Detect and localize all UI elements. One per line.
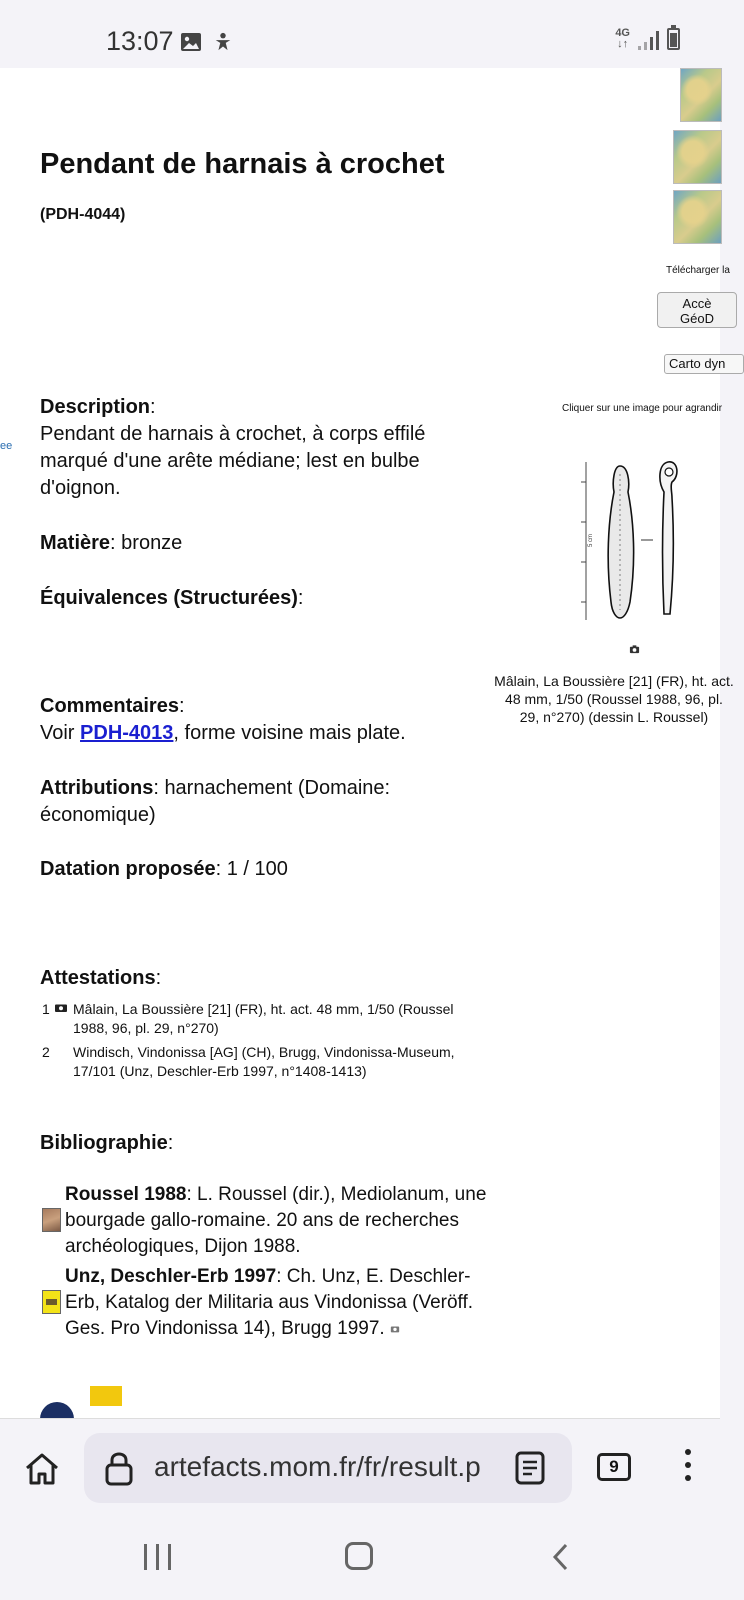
camera-icon[interactable]	[390, 1324, 400, 1334]
pdh-4013-link[interactable]: PDH-4013	[80, 722, 174, 744]
list-item	[40, 1043, 480, 1081]
camera-icon[interactable]	[55, 1003, 67, 1012]
bib-reference: Unz, Deschler-Erb 1997	[65, 1266, 277, 1287]
attestation-number: 1	[42, 1001, 50, 1017]
status-bar	[0, 0, 720, 68]
commentaires-prefix: Voir	[40, 722, 81, 744]
map-thumbnail-france[interactable]	[680, 68, 722, 122]
lock-icon[interactable]	[104, 1450, 134, 1486]
gallery-icon	[180, 32, 202, 52]
camera-icon[interactable]	[629, 644, 640, 655]
network-type: 4G ↓↑	[615, 27, 630, 50]
attestations-list	[40, 1000, 480, 1086]
matiere-label: Matière	[40, 532, 111, 554]
status-indicators	[615, 28, 680, 50]
home-nav-icon[interactable]	[345, 1542, 373, 1570]
geodata-access-button[interactable]: Accè GéoD	[657, 292, 737, 328]
reader-mode-icon[interactable]	[514, 1451, 546, 1485]
signal-icon	[638, 30, 659, 50]
attestation-number: 2	[42, 1044, 50, 1060]
bib-reference: Roussel 1988	[65, 1184, 187, 1205]
list-item	[40, 1182, 490, 1260]
equivalences-section: Équivalences (Structurées):	[40, 587, 304, 609]
attributions-section: Attributions: harnachement (Domaine: économique)	[40, 777, 391, 826]
book-cover-thumbnail[interactable]	[42, 1290, 61, 1314]
bibliographie-section: Bibliographie:	[40, 1132, 174, 1154]
matiere-value: bronze	[121, 532, 183, 554]
recent-apps-icon[interactable]	[144, 1544, 172, 1570]
bibliographie-label: Bibliographie	[40, 1132, 168, 1154]
partner-logo[interactable]	[90, 1386, 122, 1406]
list-item	[40, 1264, 490, 1342]
equivalences-label: Équivalences (Structurées)	[40, 587, 298, 609]
system-navigation-bar	[0, 1522, 720, 1600]
url-text[interactable]: artefacts.mom.fr/fr/result.p	[154, 1451, 481, 1482]
description-label: Description	[40, 396, 151, 418]
commentaires-suffix: , forme voisine mais plate.	[173, 722, 406, 744]
attestations-section: Attestations:	[40, 967, 162, 989]
carto-dyn-button[interactable]: Carto dyn	[664, 354, 744, 374]
bib-text: : Ch. Unz, E. Deschler-Erb, Katalog der Militaria aus Vindonissa (Veröff. Ges. Pro Vindonissa 14), Brugg 1997.	[65, 1266, 474, 1339]
attributions-label: Attributions	[40, 777, 154, 799]
item-code: (PDH-4044)	[40, 206, 126, 223]
address-bar[interactable]	[84, 1433, 572, 1503]
map-thumbnail-europe[interactable]	[673, 130, 722, 184]
datation-label: Datation proposée	[40, 858, 216, 880]
status-time: 13:07	[106, 26, 174, 56]
datation-value: 1 / 100	[226, 858, 288, 880]
list-item	[40, 1000, 480, 1038]
commentaires-label: Commentaires	[40, 695, 179, 717]
accessibility-icon	[212, 32, 234, 52]
map-thumbnail-region[interactable]	[673, 190, 722, 244]
book-cover-thumbnail[interactable]	[42, 1208, 61, 1232]
matiere-section: Matière: bronze	[40, 532, 183, 554]
datation-section: Datation proposée: 1 / 100	[40, 858, 288, 880]
web-page	[0, 68, 734, 1418]
bib-text: : L. Roussel (dir.), Mediolanum, une bourgade gallo-romaine. 20 ans de recherches archéologiques, Dijon 1988.	[65, 1184, 487, 1257]
attestation-text: Windisch, Vindonissa [AG] (CH), Brugg, Vindonissa-Museum, 17/101 (Unz, Deschler-Erb 1997, n°1408-1413)	[73, 1044, 455, 1079]
image-hint: Cliquer sur une image pour agrandir	[562, 403, 723, 414]
more-menu-icon[interactable]	[678, 1449, 698, 1489]
page-title: Pendant de harnais à crochet	[40, 148, 445, 180]
commentaires-section: Commentaires: Voir PDH-4013, forme voisine mais plate.	[40, 695, 406, 744]
attestations-label: Attestations	[40, 967, 156, 989]
attributions-value: harnachement (Domaine: économique)	[40, 777, 391, 826]
description-text: Pendant de harnais à crochet, à corps effilé marqué d'une arête médiane; lest en bulbe d'oignon.	[40, 423, 426, 499]
side-link[interactable]: ee	[0, 440, 13, 452]
back-icon[interactable]	[550, 1542, 572, 1572]
download-link[interactable]: Télécharger la	[666, 265, 730, 276]
battery-icon	[667, 28, 680, 50]
bibliography-list	[40, 1182, 490, 1346]
figure-caption: Mâlain, La Boussière [21] (FR), ht. act. 48 mm, 1/50 (Roussel 1988, 96, pl. 29, n°270) (dessin L. Roussel)	[494, 673, 734, 725]
attestation-text: Mâlain, La Boussière [21] (FR), ht. act. 48 mm, 1/50 (Roussel 1988, 96, pl. 29, n°270)	[73, 1001, 454, 1036]
tabs-button[interactable]: 9	[597, 1453, 631, 1481]
browser-toolbar	[0, 1418, 720, 1523]
artefact-drawing[interactable]	[572, 452, 692, 632]
description-section: Description: Pendant de harnais à crochet, à corps effilé marqué d'une arête médiane; lest en bulbe d'oignon.	[40, 396, 426, 499]
home-icon[interactable]	[22, 1449, 62, 1489]
svg-text:5 cm: 5 cm	[588, 533, 594, 547]
